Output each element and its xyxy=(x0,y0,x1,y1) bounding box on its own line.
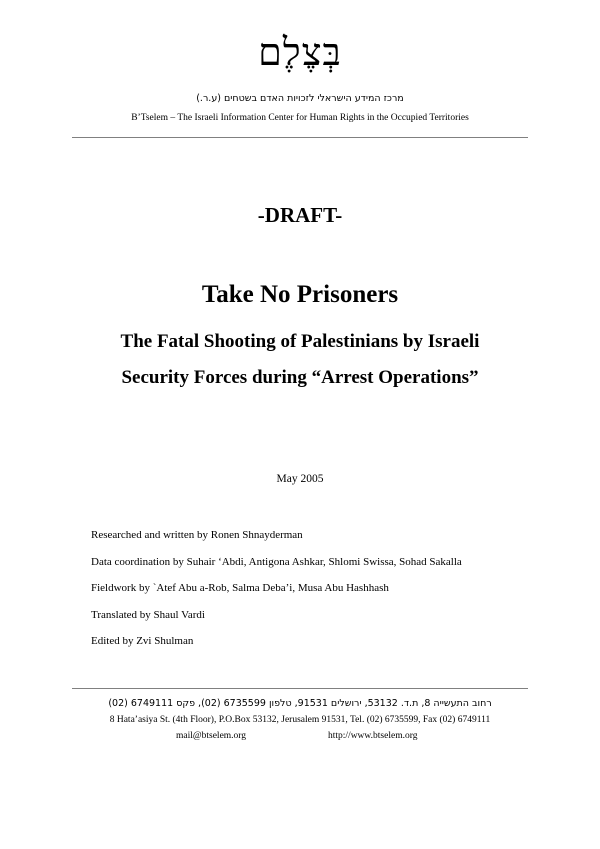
footer-website: http://www.btselem.org xyxy=(328,731,418,741)
draft-label: -DRAFT- xyxy=(257,203,343,227)
document-title: Take No Prisoners xyxy=(201,281,399,308)
credit-translator: Translated by Shaul Vardi xyxy=(91,608,205,621)
org-name-english: B’Tselem – The Israeli Information Center for Human Rights in the Occupied Territories xyxy=(131,113,469,123)
credit-data-coordination: Data coordination by Suhair ‘Abdi, Antigona Ashkar, Shlomi Swissa, Sohad Sakalla xyxy=(91,555,462,568)
credits-list xyxy=(91,528,551,661)
credit-fieldwork: Fieldwork by `Atef Abu a-Rob, Salma Deba’i, Musa Abu Hashhash xyxy=(91,582,389,594)
btselem-logo: בְּצֶלֶם xyxy=(258,30,342,74)
footer-divider xyxy=(72,688,528,689)
header-divider xyxy=(72,137,528,138)
org-name-hebrew: מרכז המידע הישראלי לזכויות האדם בשטחים (ע.ר.) xyxy=(196,93,404,104)
footer-address-english: 8 Hata’asiya St. (4th Floor), P.O.Box 53132, Jerusalem 91531, Tel. (02) 6735599, Fax (02) 6749111 xyxy=(109,715,491,725)
footer-email: mail@btselem.org xyxy=(176,731,247,741)
document-subtitle: The Fatal Shooting of Palestinians by Israeli Security Forces during “Arrest Operations” xyxy=(120,331,480,388)
footer-address-hebrew: רחוב התעשייה 8, ת.ד. 53132, ירושלים 91531, טלפון 6735599 (02), פקס 6749111 (02) xyxy=(108,698,492,709)
credit-editor: Edited by Zvi Shulman xyxy=(91,635,194,647)
publication-date: May 2005 xyxy=(276,473,324,485)
credit-researcher: Researched and written by Ronen Shnayderman xyxy=(91,529,303,541)
